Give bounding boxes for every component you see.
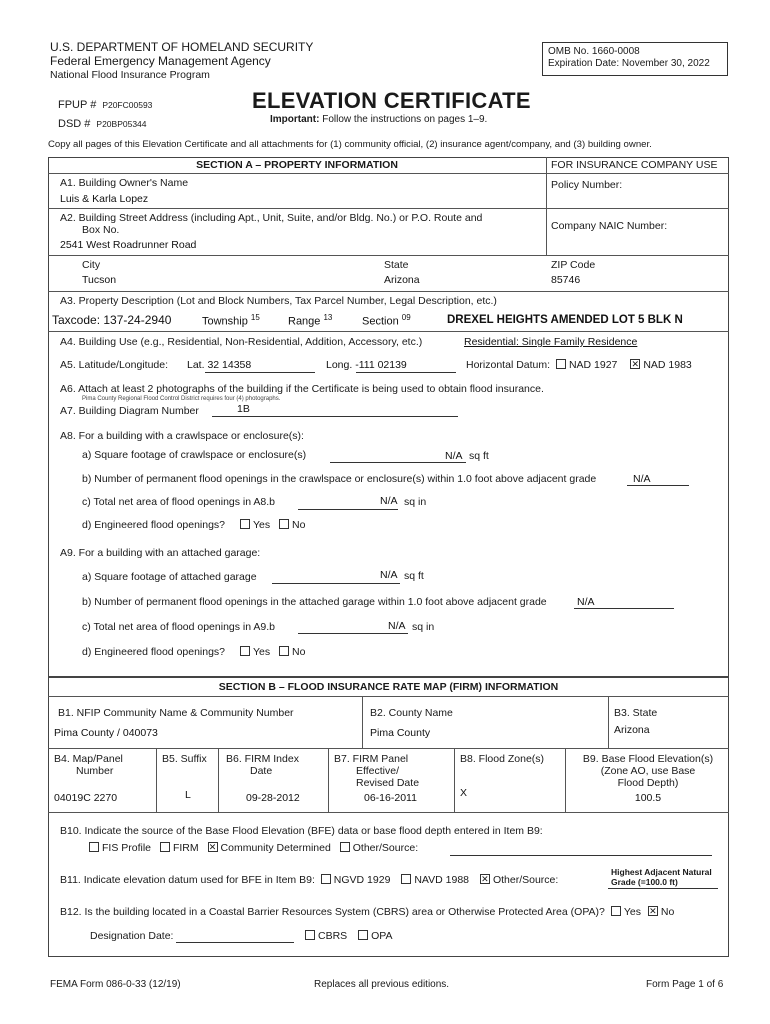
a9d-yes-checkbox[interactable] [240,646,250,656]
b10-community-checkbox[interactable] [208,842,218,852]
a5-datum: Horizontal Datum: NAD 1927 ✕ NAD 1983 [466,359,692,371]
designation-options: CBRS OPA [302,930,393,942]
b10-options: FIS Profile FIRM ✕ Community Determined Other/Source: [86,842,418,854]
b11-other-value[interactable]: Highest Adjacent Natural Grade (=100.0 ft) [611,867,712,887]
b11-ngvd-checkbox[interactable] [321,874,331,884]
a3-range[interactable]: Range $^{13}$ [288,313,333,328]
a3-township[interactable]: Township $^{15}$ [202,313,260,328]
b12-no-checkbox[interactable] [648,906,658,916]
b4-map-panel-value[interactable]: 04019C 2270 [54,792,118,804]
a1-label: A1. Building Owner's Name [60,177,189,189]
a8d-no-checkbox[interactable] [279,519,289,529]
form-number: FEMA Form 086-0-33 (12/19) [50,979,181,990]
fpup-value: P20FC00593 [102,100,153,110]
a8b-value[interactable]: N/A [633,473,651,485]
a8b-label: b) Number of permanent flood openings in the crawlspace or enclosure(s) within 1.0 foot above adjacent grade [82,473,597,485]
a8-label: A8. For a building with a crawlspace or enclosure(s): [60,430,304,442]
b3-state-value[interactable]: Arizona [614,724,650,736]
a8a-label: a) Square footage of crawlspace or enclosure(s) [82,449,307,461]
b6-label: B6. FIRM Index Date [226,753,299,777]
state-value[interactable]: Arizona [384,274,420,286]
a8a-unit: sq ft [469,450,489,462]
opa-checkbox[interactable] [358,930,368,940]
insurance-use-heading: FOR INSURANCE COMPANY USE [551,159,718,171]
b6-firm-index-date[interactable]: 09-28-2012 [246,792,300,804]
a8c-value[interactable]: N/A [380,495,398,507]
a9b-value[interactable]: N/A [577,596,595,608]
section-b-heading: SECTION B – FLOOD INSURANCE RATE MAP (FIRM) INFORMATION [218,681,559,693]
a8c-unit: sq in [404,496,427,508]
expiration-date: Expiration Date: November 30, 2022 [548,58,710,69]
b11-label: B11. Indicate elevation datum used for BFE in Item B9: NGVD 1929 NAVD 1988 ✕ Other/Source: [60,874,558,886]
b8-flood-zone-value[interactable]: X [460,787,468,799]
b2-label: B2. County Name [370,707,453,719]
agency-name: Federal Emergency Management Agency [50,54,271,68]
b12-label: B12. Is the building located in a Coastal Barrier Resources System (CBRS) area or Otherwise Protected Area (OPA)? Yes ✕ No [60,906,674,918]
zip-label: ZIP Code [551,259,596,271]
a7-label: A7. Building Diagram Number [60,405,199,417]
section-a-heading: SECTION A – PROPERTY INFORMATION [196,159,398,171]
a4-label: A4. Building Use (e.g., Residential, Non-Residential, Addition, Accessory, etc.) [60,336,423,348]
a9d-label: d) Engineered flood openings? Yes No [82,646,306,658]
b2-county-value[interactable]: Pima County [370,727,431,739]
a9c-label: c) Total net area of flood openings in A9.b [82,621,276,633]
b8-label: B8. Flood Zone(s) [460,753,545,765]
b3-label: B3. State [614,707,658,719]
b4-label: B4. Map/Panel Number [54,753,123,777]
city-label: City [82,259,101,271]
department-name: U.S. DEPARTMENT OF HOMELAND SECURITY [50,40,314,54]
a8c-label: c) Total net area of flood openings in A8.b [82,496,276,508]
a8a-value[interactable]: N/A [445,450,463,462]
nad1983-checkbox[interactable] [630,359,640,369]
b11-navd-checkbox[interactable] [401,874,411,884]
dsd-value: P20BP05344 [96,119,147,129]
important-note: Important: Follow the instructions on pages 1–9. [270,114,488,125]
a2-label-line1: A2. Building Street Address (including Apt., Unit, Suite, and/or Bldg. No.) or P.O. Route and [60,212,483,224]
program-name: National Flood Insurance Program [50,69,210,81]
a5-longitude[interactable]: Long. -111 02139 [326,359,407,371]
a2-label-line2: Box No. [82,224,120,236]
a3-taxcode[interactable]: Taxcode: 137-24-2940 [52,313,172,327]
fpup-label: FPUP # [58,99,97,111]
b10-firm-checkbox[interactable] [160,842,170,852]
replaces-note: Replaces all previous editions. [314,979,450,990]
b1-label: B1. NFIP Community Name & Community Number [58,707,294,719]
policy-number-label: Policy Number: [551,179,623,191]
a6-note: Pima County Regional Flood Control District requires four (4) photographs. [82,396,281,402]
state-label: State [384,259,409,271]
a9-label: A9. For a building with an attached garage: [60,547,261,559]
b11-other-checkbox[interactable] [480,874,490,884]
a7-diagram-number[interactable]: 1B [237,403,250,415]
a2-street-address[interactable]: 2541 West Roadrunner Road [60,239,197,251]
tracking-ids [58,96,152,134]
b10-other-checkbox[interactable] [340,842,350,852]
b5-suffix-value[interactable]: L [185,789,191,801]
a3-label: A3. Property Description (Lot and Block Numbers, Tax Parcel Number, Legal Description, etc.) [60,295,497,307]
b12-yes-checkbox[interactable] [611,906,621,916]
a9c-unit: sq in [412,621,435,633]
a9c-value[interactable]: N/A [388,620,406,632]
b1-community-value[interactable]: Pima County / 040073 [54,727,158,739]
city-value[interactable]: Tucson [82,274,117,286]
a6-label: A6. Attach at least 2 photographs of the building if the Certificate is being used to obtain flood insurance. [60,383,544,395]
b9-bfe-value[interactable]: 100.5 [634,792,662,804]
a8d-label: d) Engineered flood openings? Yes No [82,519,306,531]
copy-instructions: Copy all pages of this Elevation Certificate and all attachments for (1) community official, (2) insurance agent/company, and (3) building owner. [48,139,652,150]
a3-section[interactable]: Section $^{09}$ [362,313,411,328]
dsd-label: DSD # [58,118,91,130]
agency-header [50,40,313,82]
a9d-no-checkbox[interactable] [279,646,289,656]
a5-latitude[interactable]: Lat. 32 14358 [187,359,252,371]
b5-label: B5. Suffix [162,753,207,765]
b10-fis-checkbox[interactable] [89,842,99,852]
b10-label: B10. Indicate the source of the Base Flood Elevation (BFE) data or base flood depth entered in Item B9: [60,825,543,837]
a5-label: A5. Latitude/Longitude: [60,359,169,371]
nad1927-checkbox[interactable] [556,359,566,369]
a4-building-use[interactable]: Residential: Single Family Residence [464,336,638,348]
a9a-unit: sq ft [404,570,424,582]
b7-label: B7. FIRM Panel Effective/ Revised Date [334,753,420,789]
a9a-value[interactable]: N/A [380,569,398,581]
cbrs-checkbox[interactable] [305,930,315,940]
a1-owner-name[interactable]: Luis & Karla Lopez [60,193,149,205]
omb-box [542,42,728,76]
b9-label: B9. Base Flood Elevation(s) (Zone AO, use Base Flood Depth) [582,753,714,789]
naic-number-label: Company NAIC Number: [551,220,668,232]
a3-legal-description[interactable]: DREXEL HEIGHTS AMENDED LOT 5 BLK N [447,314,683,326]
b7-firm-panel-date[interactable]: 06-16-2011 [364,792,417,804]
page-number: Form Page 1 of 6 [646,979,724,990]
a8d-yes-checkbox[interactable] [240,519,250,529]
page-title: ELEVATION CERTIFICATE [252,88,531,113]
designation-date-label: Designation Date: [90,930,174,942]
a9b-label: b) Number of permanent flood openings in the attached garage within 1.0 foot above adjacent grade [82,596,547,608]
zip-value[interactable]: 85746 [551,274,581,286]
a9a-label: a) Square footage of attached garage [82,571,257,583]
omb-number: OMB No. 1660-0008 [548,46,640,57]
